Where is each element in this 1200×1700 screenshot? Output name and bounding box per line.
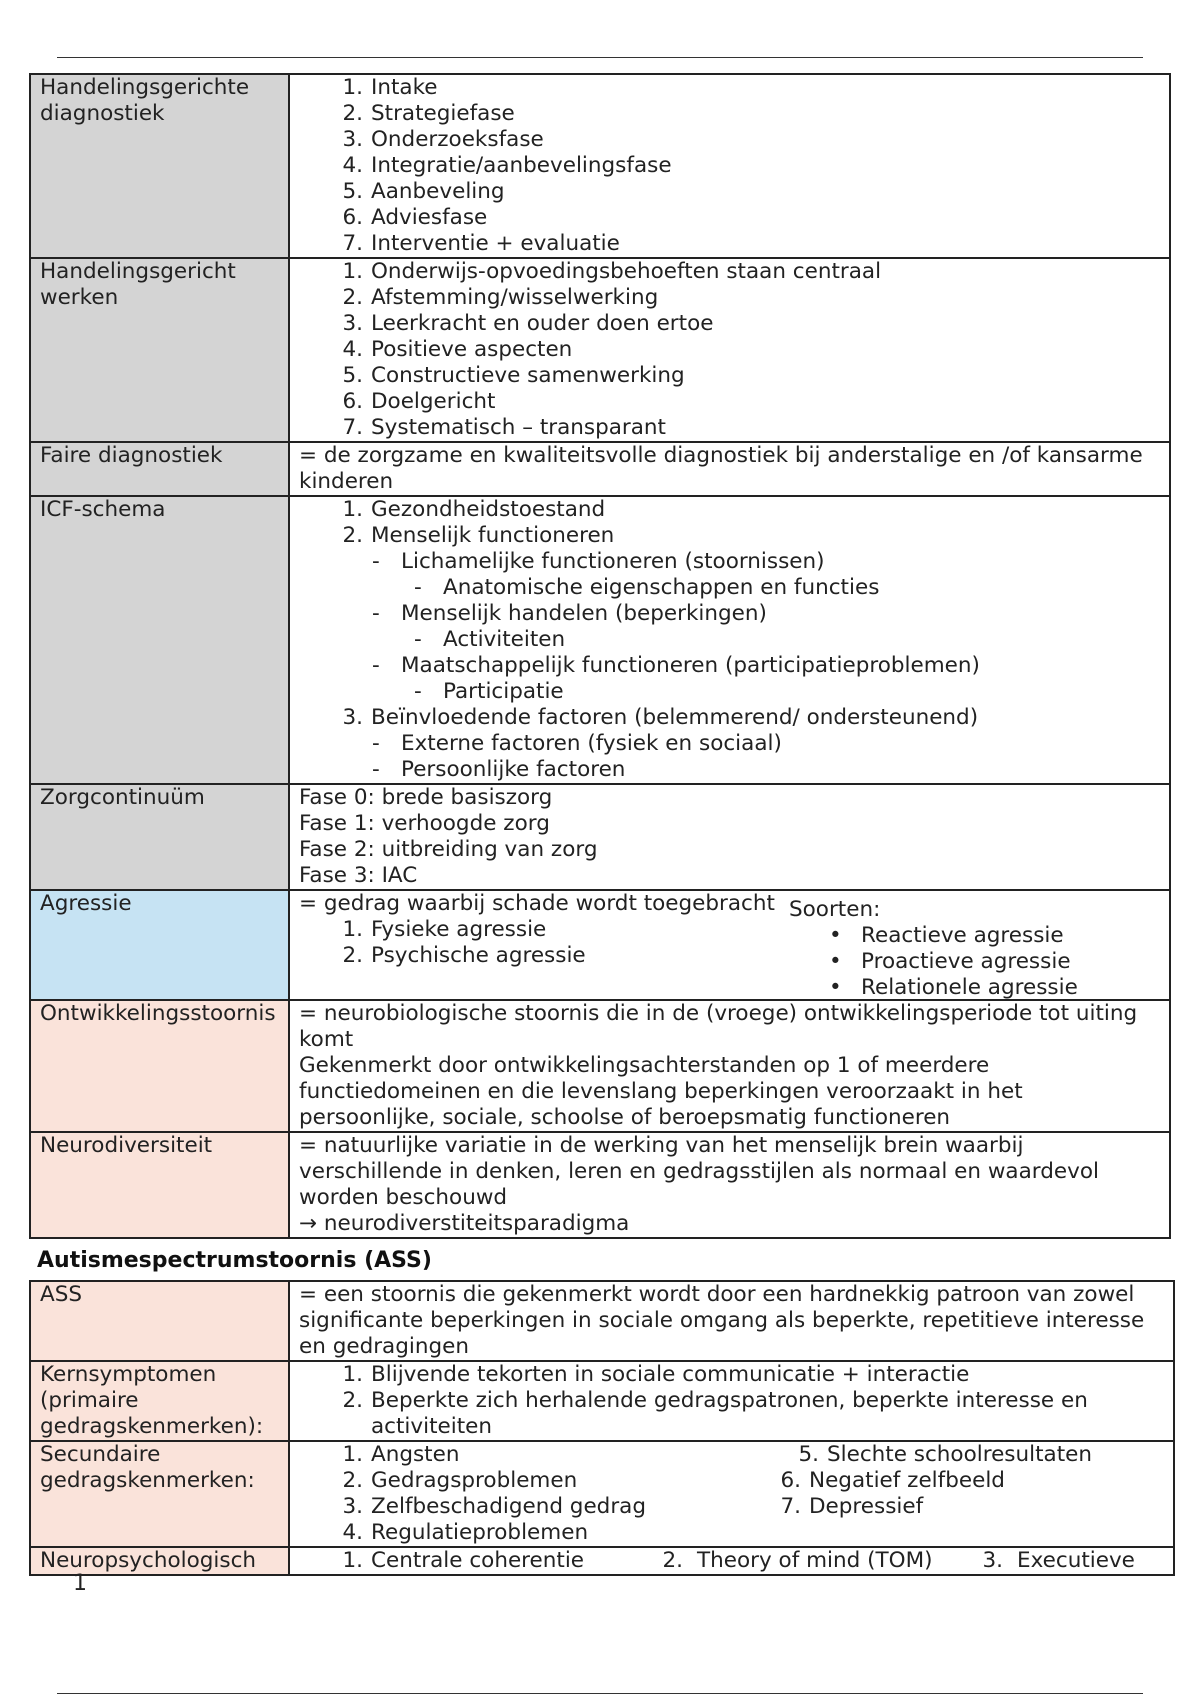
list-item: - Lichamelijke functioneren (stoornissen): [299, 549, 1160, 575]
table-row: [30, 890, 1170, 1000]
list-item: 3. Leerkracht en ouder doen ertoe: [342, 311, 714, 336]
list-item: 2. Theory of mind (TOM): [662, 1548, 933, 1573]
row-content: [289, 1547, 1174, 1575]
list-item: 2. Menselijk functioneren: [342, 523, 615, 548]
list-item: 1. Fysieke agressie: [342, 917, 547, 942]
text-line: Gekenmerkt door ontwikkelingsachterstanden op 1 of meerdere functiedomeinen en die levenslang beperkingen veroorzaakt in het persoonlijke, sociale, schoolse of beroepsmatig functioneren: [299, 1053, 1023, 1130]
list-item: 5. Slechte schoolresultaten: [798, 1442, 1093, 1467]
list-item: - Activiteiten: [299, 627, 1160, 653]
row-label: Zorgcontinuüm: [30, 784, 289, 890]
list-item: 7. Depressief: [780, 1494, 924, 1519]
list-item: 4. Integratie/aanbevelingsfase: [342, 153, 672, 178]
list-item: • Proactieve agressie: [789, 949, 1078, 975]
icf-sublist: [299, 549, 1160, 575]
hgd-list: [299, 75, 1160, 257]
list-item: - Persoonlijke factoren: [299, 757, 1160, 783]
section-title: Autismespectrumstoornis (ASS): [37, 1248, 432, 1273]
text-line: Fase 0: brede basiszorg: [299, 785, 553, 810]
text-line: Fase 3: IAC: [299, 863, 418, 888]
text-line: Fase 1: verhoogde zorg: [299, 811, 550, 836]
soorten-list: [789, 923, 1078, 1001]
list-item: 1. Blijvende tekorten in sociale communicatie + interactie: [342, 1362, 970, 1387]
definitions-table: [29, 73, 1171, 1239]
row-label: Ontwikkelingsstoornis: [30, 1000, 289, 1132]
row-label: Handelingsgericht werken: [30, 258, 289, 442]
aggressie-block: [299, 891, 1160, 1000]
text-line: = neurobiologische stoornis die in de (vroege) ontwikkelingsperiode tot uiting komt: [299, 1001, 1138, 1052]
list-item: 3. Executieve: [982, 1548, 1135, 1573]
table-row: [30, 1132, 1170, 1238]
table-row: [30, 442, 1170, 496]
table-row: [30, 74, 1170, 258]
row-content: [289, 1441, 1174, 1547]
row-label: ASS: [30, 1281, 289, 1361]
text-line: Fase 2: uitbreiding van zorg: [299, 837, 598, 862]
list-item: - Menselijk handelen (beperkingen): [299, 601, 1160, 627]
secundair-left-list: [299, 1442, 769, 1546]
icf-factor-list: [299, 731, 1160, 783]
list-item: 2. Beperkte zich herhalende gedragspatronen, beperkte interesse en activiteiten: [342, 1388, 1088, 1439]
row-label: Agressie: [30, 890, 289, 1000]
two-column-list: [299, 1442, 1164, 1546]
table-row: [30, 784, 1170, 890]
list-item: 1. Onderwijs-opvoedingsbehoeften staan centraal: [342, 259, 882, 284]
row-content: [289, 1361, 1174, 1441]
row-content: [289, 496, 1170, 784]
list-item: - Maatschappelijk functioneren (participatieproblemen): [299, 653, 1160, 679]
icf-detail-list: [299, 575, 1160, 601]
list-item: 3. Beïnvloedende factoren (belemmerend/ ondersteunend): [342, 705, 979, 730]
row-content: = een stoornis die gekenmerkt wordt door een hardnekkig patroon van zowel significante beperkingen in sociale omgang als beperkte, repetitieve interesse en gedragingen: [289, 1281, 1174, 1361]
bottom-rule: [57, 1693, 1143, 1694]
row-content: [289, 784, 1170, 890]
page-number: 1: [73, 1571, 87, 1596]
list-item: 7. Systematisch – transparant: [342, 415, 666, 440]
list-item: • Relationele agressie: [789, 975, 1078, 1001]
top-rule: [57, 57, 1143, 58]
list-item: 6. Doelgericht: [342, 389, 496, 414]
table-row: [30, 1441, 1174, 1547]
list-item: 1. Gezondheidstoestand: [342, 497, 606, 522]
list-item: 3. Zelfbeschadigend gedrag: [342, 1494, 646, 1519]
text-line: → neurodiverstiteitsparadigma: [299, 1211, 630, 1236]
list-item: 6. Adviesfase: [342, 205, 488, 230]
table-row: [30, 1361, 1174, 1441]
icf-detail-list: [299, 627, 1160, 653]
list-item: - Participatie: [299, 679, 1160, 705]
ass-table: [29, 1280, 1175, 1576]
row-label: Handelingsgerichte diagnostiek: [30, 74, 289, 258]
list-item: 7. Interventie + evaluatie: [342, 231, 620, 256]
row-content: [289, 1000, 1170, 1132]
list-item: 2. Strategiefase: [342, 101, 515, 126]
icf-sublist: [299, 601, 1160, 627]
soorten-block: [789, 897, 1078, 1001]
list-item: 3. Onderzoeksfase: [342, 127, 544, 152]
icf-list: [299, 497, 1160, 549]
row-content: [289, 74, 1170, 258]
row-label: Faire diagnostiek: [30, 442, 289, 496]
icf-sublist: [299, 653, 1160, 679]
list-item: 4. Regulatieproblemen: [342, 1520, 589, 1545]
neuro-list: [299, 1548, 1164, 1574]
list-item: 6. Negatief zelfbeeld: [780, 1468, 1005, 1493]
table-row: [30, 1281, 1174, 1361]
list-item: - Anatomische eigenschappen en functies: [299, 575, 1160, 601]
icf-detail-list: [299, 679, 1160, 705]
list-item: 2. Afstemming/wisselwerking: [342, 285, 659, 310]
list-item: 1. Angsten: [342, 1442, 460, 1467]
list-item: 2. Gedragsproblemen: [342, 1468, 578, 1493]
soorten-title: Soorten:: [789, 897, 881, 922]
list-item: • Reactieve agressie: [789, 923, 1078, 949]
table-row: [30, 496, 1170, 784]
row-content: [289, 890, 1170, 1000]
definition: = gedrag waarbij schade wordt toegebracht: [299, 891, 775, 916]
row-label: Neuropsychologisch: [30, 1547, 289, 1575]
row-content: = de zorgzame en kwaliteitsvolle diagnostiek bij anderstalige en /of kansarme kinderen: [289, 442, 1170, 496]
list-item: 1. Intake: [342, 75, 438, 100]
table-row: [30, 258, 1170, 442]
list-item: - Externe factoren (fysiek en sociaal): [299, 731, 1160, 757]
row-label: ICF-schema: [30, 496, 289, 784]
row-content: [289, 258, 1170, 442]
secundair-right-list: [769, 1442, 1092, 1546]
row-label: Neurodiversiteit: [30, 1132, 289, 1238]
list-item: 2. Psychische agressie: [342, 943, 586, 968]
list-item: 5. Aanbeveling: [342, 179, 505, 204]
hgw-list: [299, 259, 1160, 441]
row-label: Kernsymptomen (primaire gedragskenmerken):: [30, 1361, 289, 1441]
list-item: 4. Positieve aspecten: [342, 337, 573, 362]
row-content: [289, 1132, 1170, 1238]
list-item: 5. Constructieve samenwerking: [342, 363, 685, 388]
icf-list: [299, 705, 1160, 731]
table-row: [30, 1547, 1174, 1575]
list-item: 1. Centrale coherentie: [342, 1548, 585, 1573]
kern-list: [299, 1362, 1164, 1440]
text-line: = natuurlijke variatie in de werking van het menselijk brein waarbij verschillende in denken, leren en gedragsstijlen als normaal en waardevol worden beschouwd: [299, 1133, 1099, 1210]
row-label: Secundaire gedragskenmerken:: [30, 1441, 289, 1547]
table-row: [30, 1000, 1170, 1132]
